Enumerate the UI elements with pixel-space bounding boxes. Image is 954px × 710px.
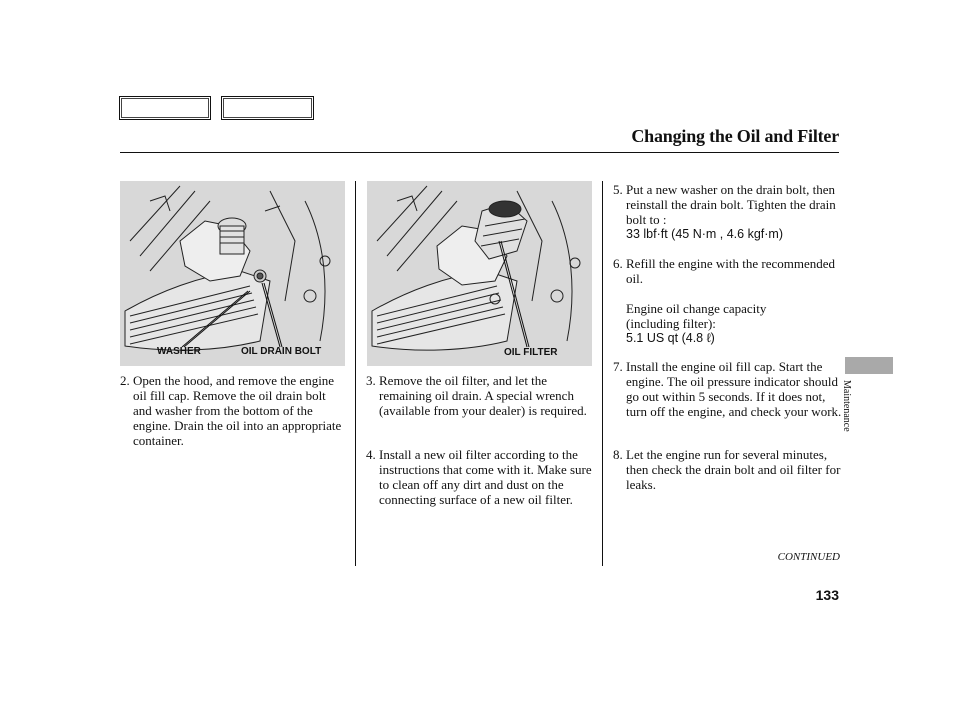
step-3 [366,373,592,418]
step-7 [613,359,843,419]
nav-box-index[interactable] [221,96,314,120]
column-divider-2 [602,181,603,566]
figure-oil-filter [367,181,592,366]
step-number: 8. [613,447,623,462]
column-divider-1 [355,181,356,566]
step-text: Remove the oil filter, and let the remaining oil drain. A special wrench (available from your dealer) is required. [379,373,587,418]
caption-washer: WASHER [157,346,201,357]
engine-illustration-drain [120,181,345,366]
step-text: Put a new washer on the drain bolt, then reinstall the drain bolt. Tighten the drain bolt to : [626,182,836,227]
title-rule [120,152,839,153]
capacity-spec: 5.1 US qt (4.8 ℓ) [626,331,715,345]
section-tab[interactable] [845,357,893,374]
torque-spec: 33 lbf·ft (45 N·m , 4.6 kgf·m) [626,227,783,241]
figure-drain-bolt [120,181,345,366]
section-label-text: Maintenance [841,380,852,432]
step-2 [120,373,346,448]
step-5 [613,182,843,242]
step-number: 5. [613,182,623,197]
step-number: 3. [366,373,376,388]
step-6 [613,256,843,346]
step-number: 2. [120,373,130,388]
capacity-label: Engine oil change capacity (including filter): [626,301,767,331]
step-text: Let the engine run for several minutes, then check the drain bolt and oil filter for leaks. [626,447,841,492]
step-text: Refill the engine with the recommended oil. [626,256,836,286]
nav-box-main-menu[interactable] [119,96,211,120]
section-label [832,380,872,460]
step-text: Install a new oil filter according to the instructions that come with it. Make sure to clean off any dirt and dust on the connecting surface of a new oil filter. [379,447,592,507]
step-number: 6. [613,256,623,271]
step-number: 7. [613,359,623,374]
caption-oil-filter: OIL FILTER [504,347,558,358]
continued-label: CONTINUED [777,551,840,563]
step-4 [366,447,592,507]
engine-illustration-filter [367,181,592,366]
step-8 [613,447,843,492]
page-number: 133 [815,587,839,603]
step-number: 4. [366,447,376,462]
page-title: Changing the Oil and Filter [631,126,839,146]
step-text: Open the hood, and remove the engine oil fill cap. Remove the oil drain bolt and washer from the bottom of the engine. Drain the oil into an appropriate container. [133,373,342,448]
caption-oil-drain-bolt: OIL DRAIN BOLT [241,346,322,357]
step-text: Install the engine oil fill cap. Start the engine. The oil pressure indicator should go out within 5 seconds. If it does not, turn off the engine, and check your work. [626,359,842,419]
